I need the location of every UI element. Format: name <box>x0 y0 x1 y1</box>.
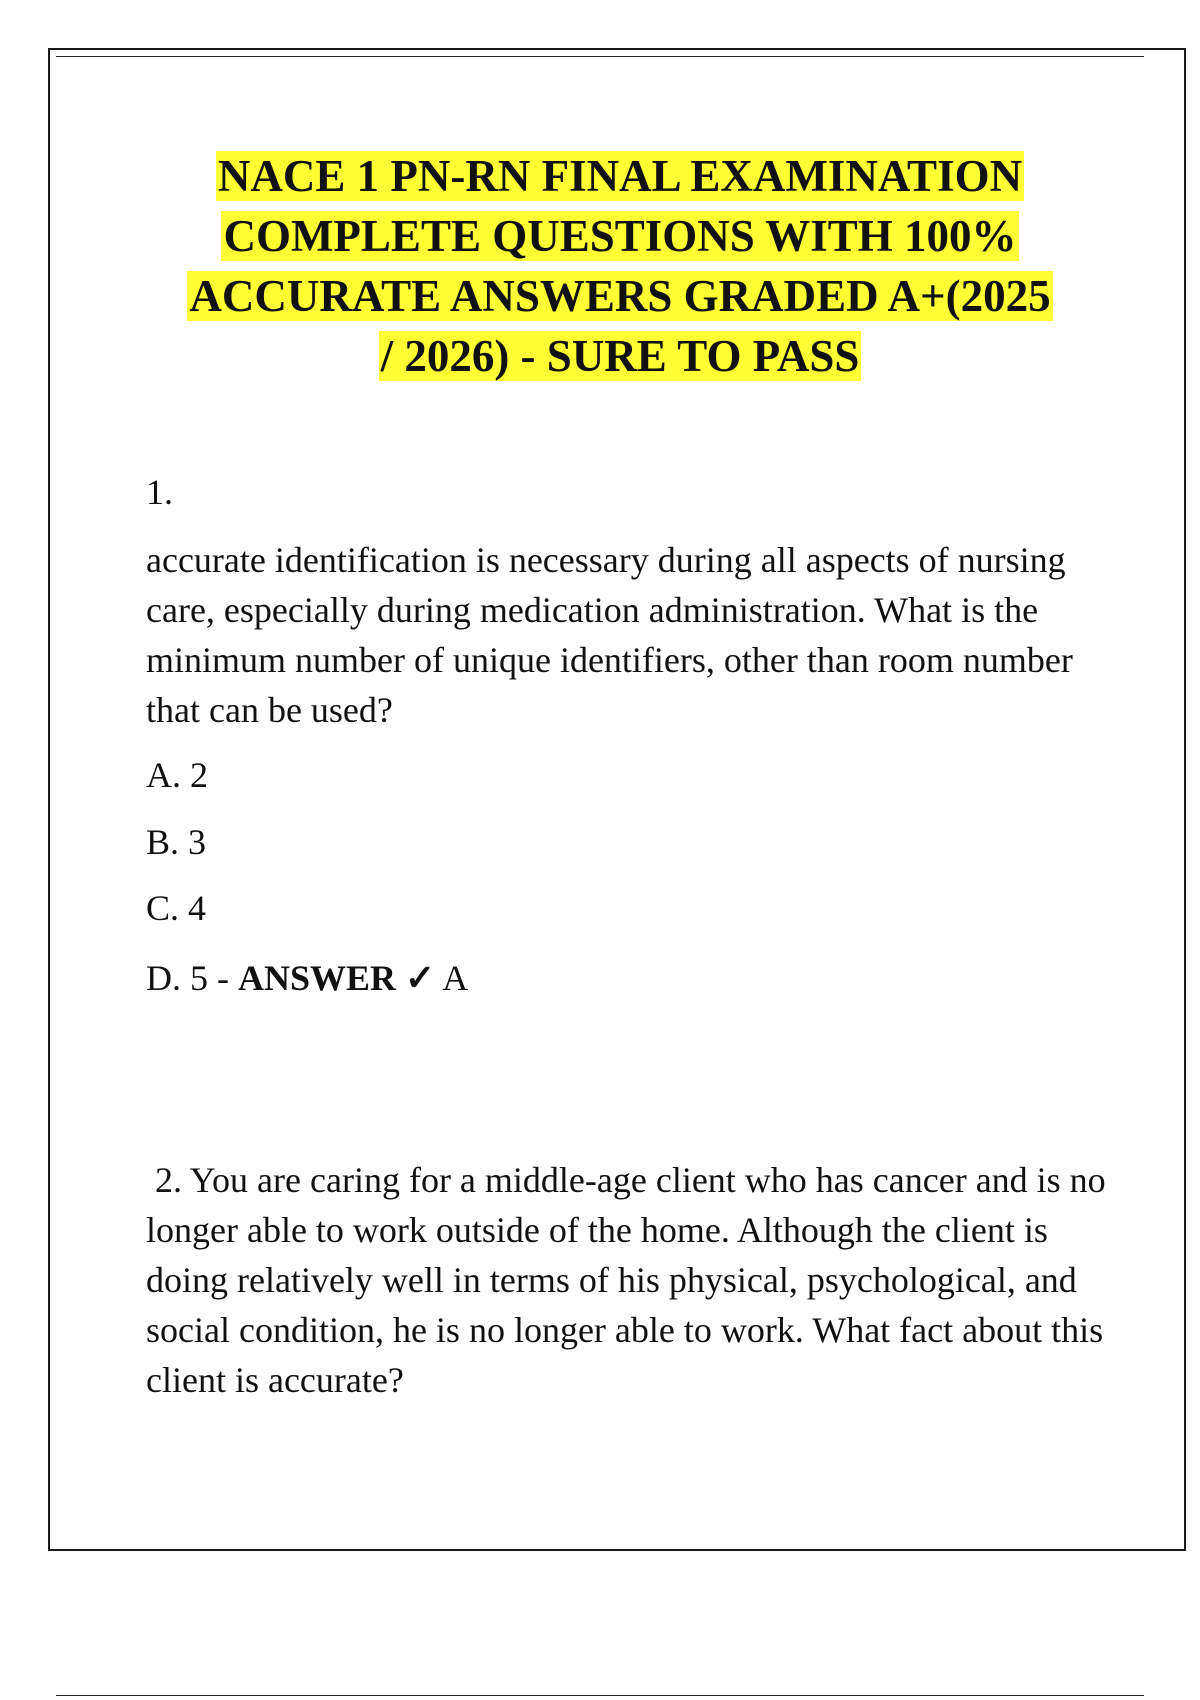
answer-value: A <box>442 958 469 998</box>
title-line: ACCURATE ANSWERS GRADED A+(2025 <box>189 271 1051 321</box>
title-line: COMPLETE QUESTIONS WITH 100% <box>223 211 1017 261</box>
question-1-number: 1. <box>146 472 173 512</box>
top-rule <box>56 56 1144 57</box>
question-1-option-d-with-answer <box>146 958 468 998</box>
footer-rule <box>56 1695 1144 1696</box>
checkmark-icon: ✓ <box>405 958 436 998</box>
question-1-option-c: C. 4 <box>146 888 207 928</box>
question-1-option-b: B. 3 <box>146 822 207 862</box>
question-2-text: 2. You are caring for a middle-age client who has cancer and is no longer able to work outside of the home. Although the client is doing relatively well in terms of his physical, psychological, and social condition, he is no longer able to work. What fact about this client is accurate? <box>146 1160 1115 1400</box>
question-1-text: accurate identification is necessary during all aspects of nursing care, especially during medication administration. What is the minimum number of unique identifiers, other than room number that can be used? <box>146 540 1073 730</box>
answer-label: ANSWER <box>238 958 397 998</box>
answer-separator: - <box>208 958 238 998</box>
title-line: NACE 1 PN-RN FINAL EXAMINATION <box>217 151 1023 201</box>
question-1-option-a: A. 2 <box>146 755 208 795</box>
option-d-label: D. 5 <box>146 958 208 998</box>
title-line: / 2026) - SURE TO PASS <box>380 331 860 381</box>
document-title <box>100 146 1140 386</box>
